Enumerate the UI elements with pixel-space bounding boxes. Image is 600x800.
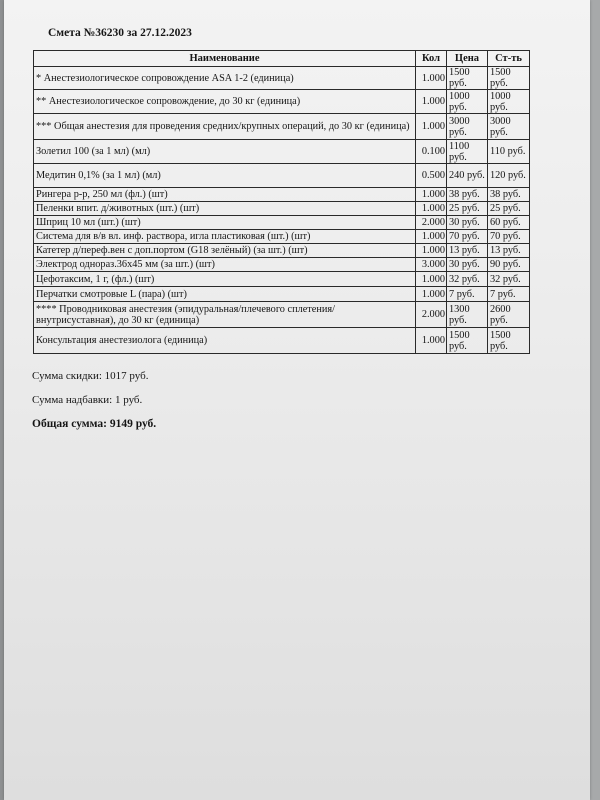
table-row: [34, 258, 530, 272]
table-row: [34, 140, 530, 164]
row-total: 32 руб.: [488, 272, 530, 287]
row-price: 30 руб.: [447, 216, 488, 230]
row-qty: 1.000: [416, 230, 447, 244]
table-row: [34, 244, 530, 258]
row-total: 7 руб.: [488, 287, 530, 302]
row-price: 1100 руб.: [447, 140, 488, 164]
row-qty: 0.500: [416, 164, 447, 188]
table-row: [34, 230, 530, 244]
row-name: **** Проводниковая анестезия (эпидуральная/плечевого сплетения/ внутрисуставная), до 30 кг (единица): [34, 302, 416, 328]
row-total: 60 руб.: [488, 216, 530, 230]
document-title: Смета №36230 за 27.12.2023: [48, 27, 192, 39]
row-price: 70 руб.: [447, 230, 488, 244]
row-price: 32 руб.: [447, 272, 488, 287]
discount-summary: Сумма скидки: 1017 руб.: [32, 370, 149, 382]
row-qty: 1.000: [416, 287, 447, 302]
row-name: ** Анестезиологическое сопровождение, до 30 кг (единица): [34, 90, 416, 114]
row-price: 7 руб.: [447, 287, 488, 302]
surcharge-summary: Сумма надбавки: 1 руб.: [32, 394, 143, 406]
row-total: 38 руб.: [488, 188, 530, 202]
row-total: 1500 руб.: [488, 67, 530, 90]
row-name: * Анестезиологическое сопровождение ASA 1-2 (единица): [34, 67, 416, 90]
table-row: [34, 188, 530, 202]
row-total: 90 руб.: [488, 258, 530, 272]
header-total: Ст-ть: [488, 51, 530, 67]
table-row: [34, 67, 530, 90]
row-price: 13 руб.: [447, 244, 488, 258]
row-name: Катетер д/переф.вен с доп.портом (G18 зелёный) (за шт.) (шт): [34, 244, 416, 258]
total-summary: Общая сумма: 9149 руб.: [32, 418, 157, 430]
table-row: [34, 302, 530, 328]
row-qty: 1.000: [416, 188, 447, 202]
row-total: 13 руб.: [488, 244, 530, 258]
row-qty: 1.000: [416, 90, 447, 114]
row-total: 120 руб.: [488, 164, 530, 188]
row-qty: 1.000: [416, 67, 447, 90]
row-name: *** Общая анестезия для проведения средних/крупных операций, до 30 кг (единица): [34, 114, 416, 140]
row-name: Перчатки смотровые L (пара) (шт): [34, 287, 416, 302]
row-total: 110 руб.: [488, 140, 530, 164]
row-qty: 0.100: [416, 140, 447, 164]
row-name: Медитин 0,1% (за 1 мл) (мл): [34, 164, 416, 188]
row-total: 3000 руб.: [488, 114, 530, 140]
row-total: 2600 руб.: [488, 302, 530, 328]
row-qty: 1.000: [416, 244, 447, 258]
row-total: 1000 руб.: [488, 90, 530, 114]
table-row: [34, 164, 530, 188]
table-row: [34, 90, 530, 114]
row-name: Консультация анестезиолога (единица): [34, 328, 416, 354]
row-qty: 1.000: [416, 272, 447, 287]
row-total: 70 руб.: [488, 230, 530, 244]
row-name: Цефотаксим, 1 г, (фл.) (шт): [34, 272, 416, 287]
row-price: 1500 руб.: [447, 328, 488, 354]
row-price: 38 руб.: [447, 188, 488, 202]
row-total: 25 руб.: [488, 202, 530, 216]
row-price: 30 руб.: [447, 258, 488, 272]
row-qty: 1.000: [416, 114, 447, 140]
row-price: 25 руб.: [447, 202, 488, 216]
row-qty: 3.000: [416, 258, 447, 272]
row-qty: 2.000: [416, 216, 447, 230]
table-row: [34, 328, 530, 354]
row-qty: 1.000: [416, 202, 447, 216]
row-name: Рингера р-р, 250 мл (фл.) (шт): [34, 188, 416, 202]
row-qty: 1.000: [416, 328, 447, 354]
row-price: 1000 руб.: [447, 90, 488, 114]
row-price: 1500 руб.: [447, 67, 488, 90]
estimate-table: [33, 50, 530, 354]
table-row: [34, 202, 530, 216]
table-row: [34, 272, 530, 287]
header-qty: Кол: [416, 51, 447, 67]
row-price: 3000 руб.: [447, 114, 488, 140]
row-name: Шприц 10 мл (шт.) (шт): [34, 216, 416, 230]
row-name: Электрод однораз.36x45 мм (за шт.) (шт): [34, 258, 416, 272]
table-row: [34, 216, 530, 230]
row-name: Золетил 100 (за 1 мл) (мл): [34, 140, 416, 164]
row-name: Система для в/в вл. инф. раствора, игла пластиковая (шт.) (шт): [34, 230, 416, 244]
row-qty: 2.000: [416, 302, 447, 328]
header-price: Цена: [447, 51, 488, 67]
row-price: 240 руб.: [447, 164, 488, 188]
table-row: [34, 114, 530, 140]
table-header-row: [34, 51, 530, 67]
row-total: 1500 руб.: [488, 328, 530, 354]
row-price: 1300 руб.: [447, 302, 488, 328]
table-row: [34, 287, 530, 302]
row-name: Пеленки впит. д/животных (шт.) (шт): [34, 202, 416, 216]
header-name: Наименование: [34, 51, 416, 67]
